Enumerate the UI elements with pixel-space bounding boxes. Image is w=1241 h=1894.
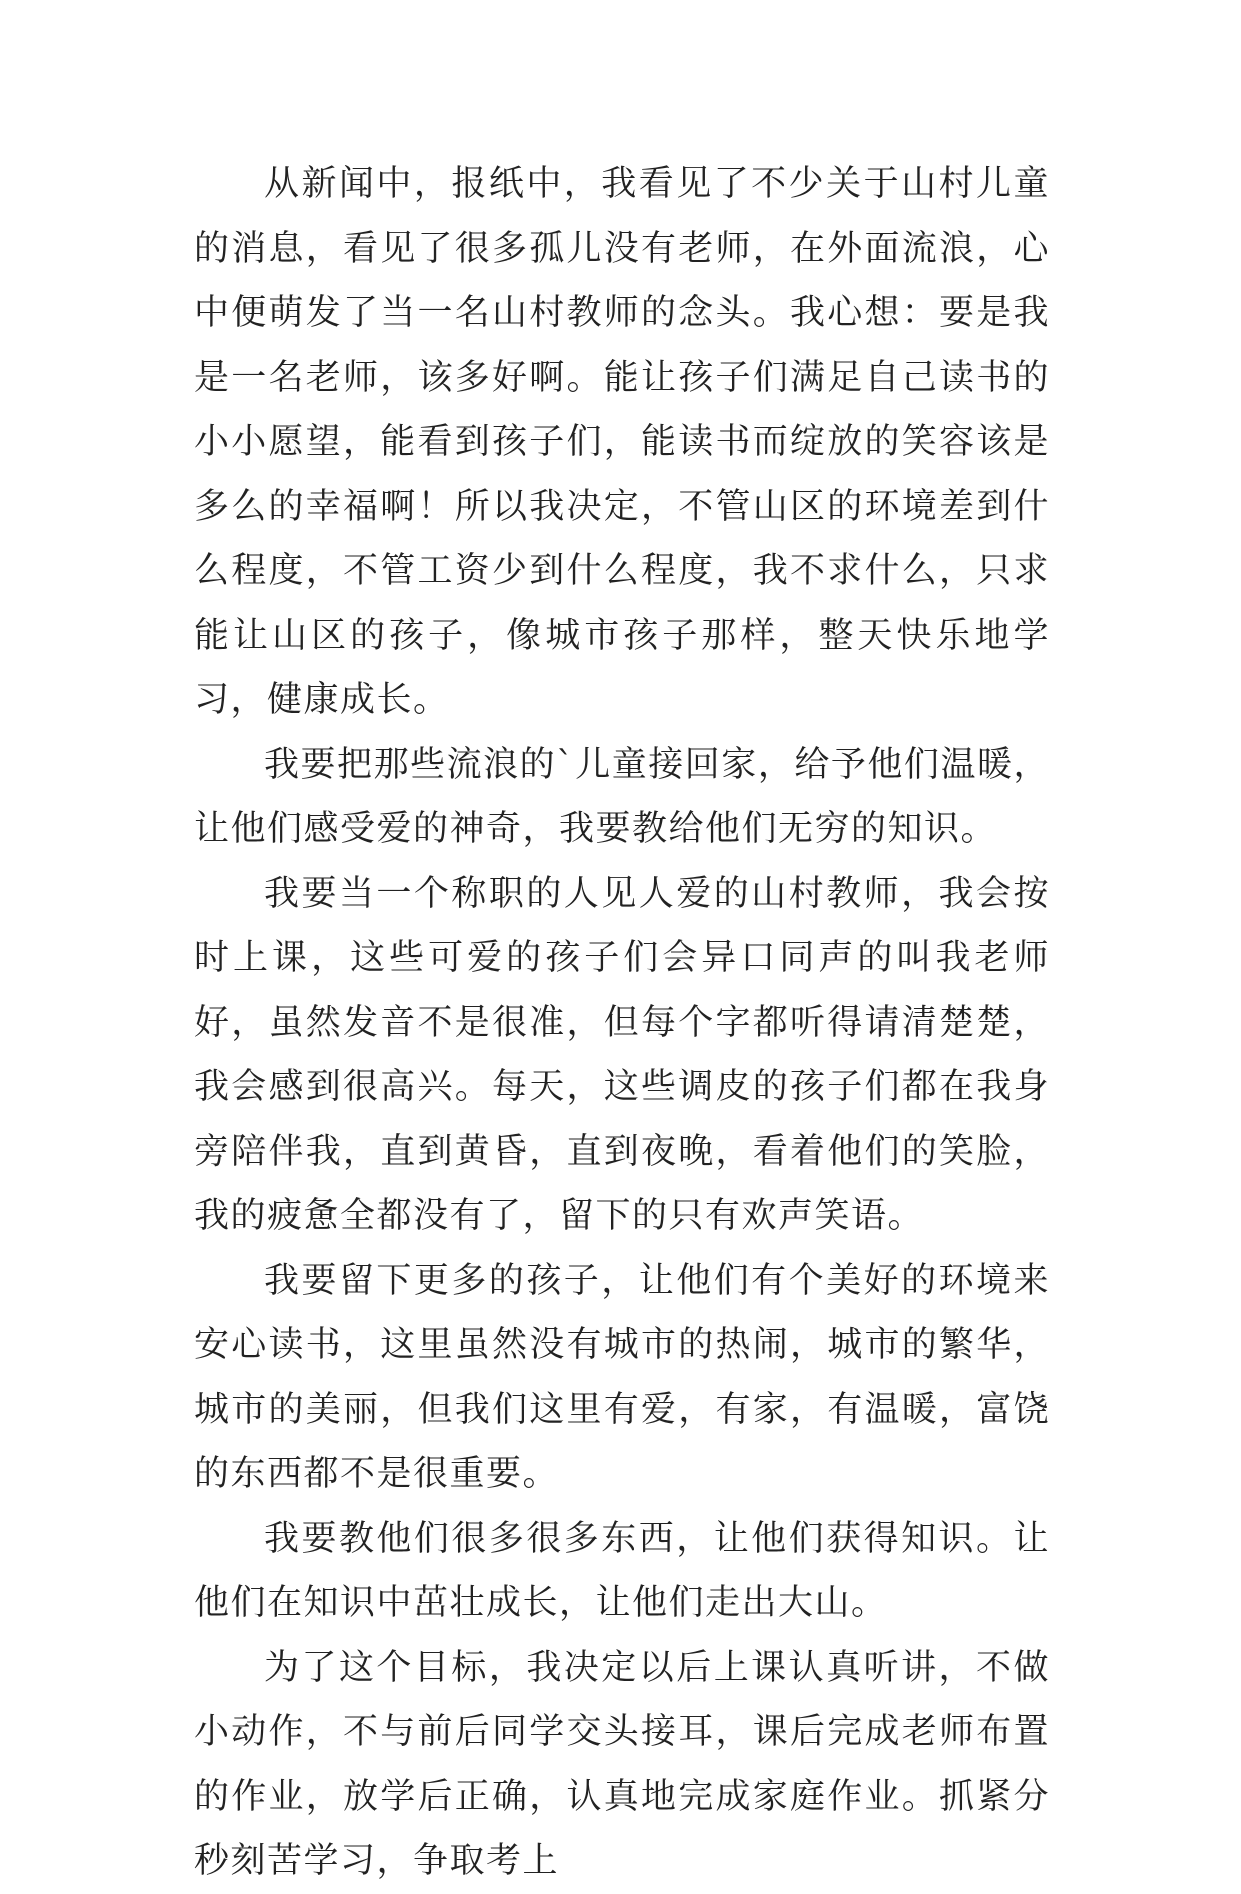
document-page bbox=[194, 152, 1050, 1894]
paragraph-1: 从新闻中，报纸中，我看见了不少关于山村儿童的消息，看见了很多孤儿没有老师，在外面流浪，心中便萌发了当一名山村教师的念头。我心想：要是我是一名老师，该多好啊。能让孩子们满足自己读书的小小愿望，能看到孩子们，能读书而绽放的笑容该是多么的幸福啊！所以我决定，不管山区的环境差到什么程度，不管工资少到什么程度，我不求什么，只求能让山区的孩子，像城市孩子那样，整天快乐地学习，健康成长。 bbox=[194, 164, 1050, 720]
paragraph-5: 我要教他们很多很多东西，让他们获得知识。让他们在知识中茁壮成长，让他们走出大山。 bbox=[194, 1518, 1050, 1623]
paragraph-6: 为了这个目标，我决定以后上课认真听讲，不做小动作，不与前后同学交头接耳，课后完成老师布置的作业，放学后正确，认真地完成家庭作业。抓紧分秒刻苦学习，争取考上 bbox=[194, 1647, 1050, 1881]
paragraph-2: 我要把那些流浪的`儿童接回家，给予他们温暖，让他们感受爱的神奇，我要教给他们无穷的知识。 bbox=[194, 744, 1050, 849]
paragraph-3: 我要当一个称职的人见人爱的山村教师，我会按时上课，这些可爱的孩子们会异口同声的叫我老师好，虽然发音不是很准，但每个字都听得请清楚楚，我会感到很高兴。每天，这些调皮的孩子们都在我身旁陪伴我，直到黄昏，直到夜晚，看着他们的笑脸，我的疲惫全都没有了，留下的只有欢声笑语。 bbox=[194, 873, 1050, 1236]
paragraph-4: 我要留下更多的孩子，让他们有个美好的环境来安心读书，这里虽然没有城市的热闹，城市的繁华，城市的美丽，但我们这里有爱，有家，有温暖，富饶的东西都不是很重要。 bbox=[194, 1260, 1050, 1494]
